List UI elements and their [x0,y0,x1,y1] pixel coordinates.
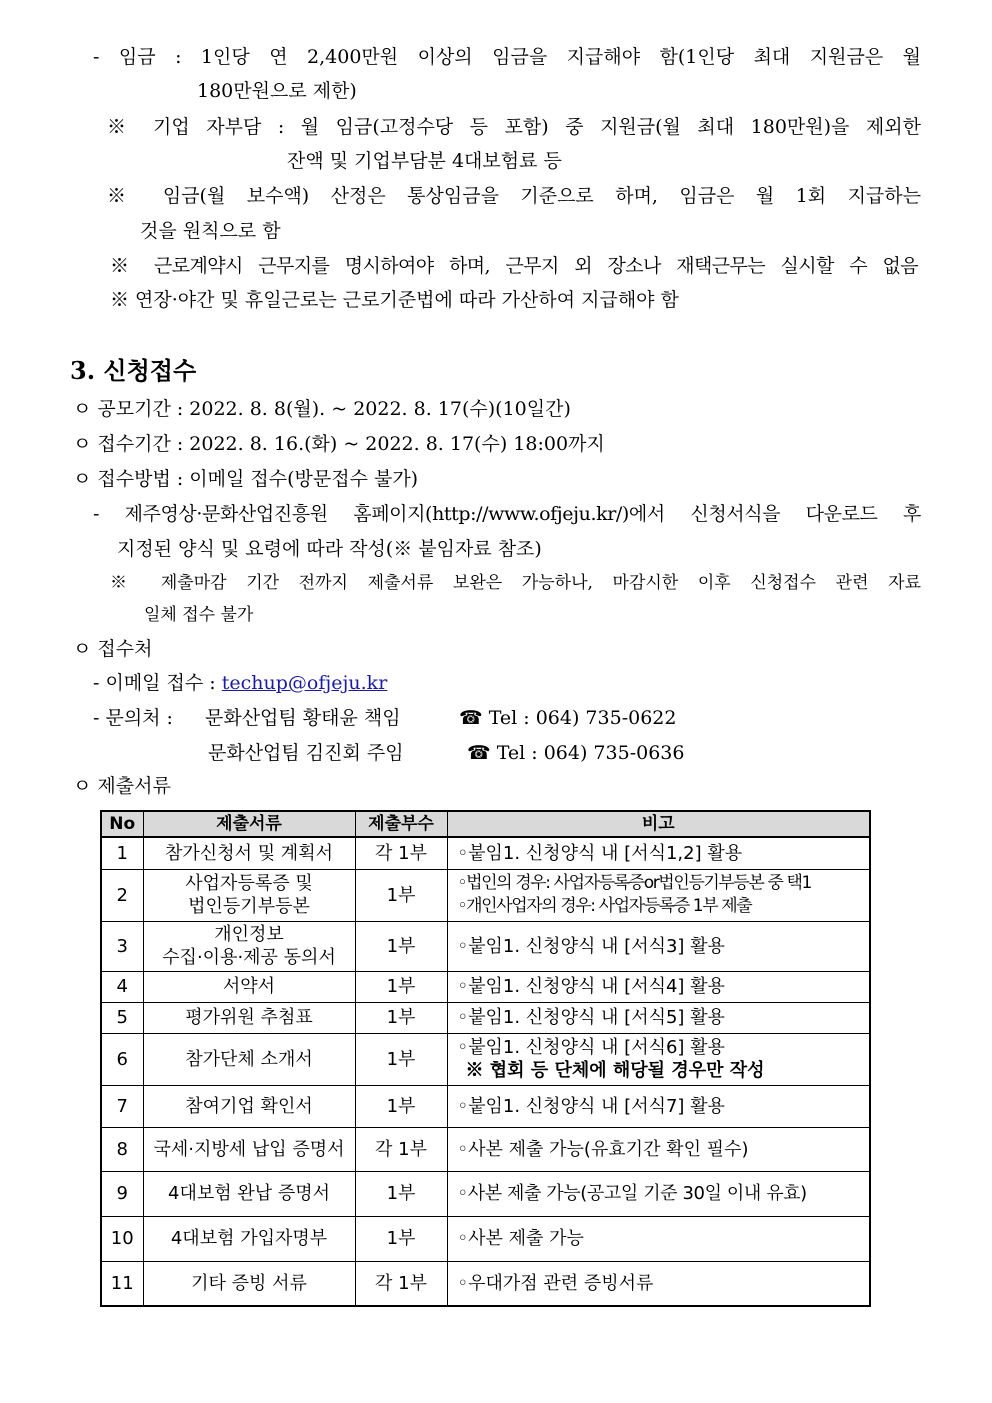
cell-note: ◦붙임1. 신청양식 내 [서식5] 활용 [447,1002,870,1033]
cell-note [447,1033,870,1085]
method-sub-2: 지정된 양식 및 요령에 따라 작성(※ 붙임자료 참조) [117,538,542,560]
cell-document [143,869,355,921]
cell-note: ◦붙임1. 신청양식 내 [서식3] 활용 [447,921,870,971]
table-row [101,1002,870,1033]
tel-2: ☎ Tel : 064) 735-0636 [467,742,685,764]
cell-note: ◦우대가점 관련 증빙서류 [447,1261,870,1306]
email-label: - 이메일 접수 : [93,672,222,694]
cell-document: 4대보험 가입자명부 [143,1216,355,1261]
cell-no: 11 [101,1261,143,1306]
cell-note-line: ◦법인의 경우: 사업자등록증or법인등기부등본 중 택1 [457,873,811,893]
cell-note: ◦사본 제출 가능 [447,1216,870,1261]
documents-table [100,810,871,1307]
cell-document-line: 사업자등록증 및 [185,873,313,894]
header-no: No [101,811,143,837]
header-document: 제출서류 [143,811,355,837]
header-copies: 제출부수 [355,811,447,837]
table-header-row [101,811,870,837]
burden-line-1: ※ 기업 자부담 : 월 임금(고정수당 등 포함) 중 지원금(월 최대 180만원)을 제외한 [107,116,921,138]
cell-no: 10 [101,1216,143,1261]
burden-line-2: 잔액 및 기업부담분 4대보험료 등 [287,150,562,172]
cell-no: 4 [101,971,143,1002]
table-row [101,1085,870,1127]
cell-note [447,869,870,921]
cell-copies: 1부 [355,1085,447,1127]
cell-document: 기타 증빙 서류 [143,1261,355,1306]
email-link[interactable]: techup@ofjeju.kr [221,672,388,694]
wagecalc-line-2: 것을 원칙으로 함 [140,220,281,242]
method-note-1: ※ 제출마감 기간 전까지 제출서류 보완은 가능하나, 마감시한 이후 신청접수 관련 자료 [110,573,921,593]
cell-copies: 1부 [355,1002,447,1033]
cell-note: ◦붙임1. 신청양식 내 [서식4] 활용 [447,971,870,1002]
cell-document [143,921,355,971]
method-note-2: 일체 접수 불가 [144,605,254,625]
cell-no: 6 [101,1033,143,1085]
table-row [101,1033,870,1085]
cell-note-emphasis: ※ 협회 등 단체에 해당될 경우만 작성 [465,1060,765,1081]
cell-document-line: 개인정보 [214,924,284,945]
cell-no: 3 [101,921,143,971]
email-row [93,670,387,696]
cell-note: ◦붙임1. 신청양식 내 [서식7] 활용 [447,1085,870,1127]
header-note: 비고 [447,811,870,837]
table-row [101,837,870,869]
cell-note-line: ◦개인사업자의 경우: 사업자등록증 1부 제출 [457,896,752,916]
cell-note: ◦사본 제출 가능(공고일 기준 30일 이내 유효) [447,1171,870,1216]
contact-label: - 문의처 : [93,707,173,729]
table-row [101,1216,870,1261]
contact-1: 문화산업팀 황태윤 책임 [205,707,401,729]
cell-document: 참가신청서 및 계획서 [143,837,355,869]
cell-no: 2 [101,869,143,921]
cell-copies: 1부 [355,971,447,1002]
contract-line: ※ 근로계약시 근무지를 명시하여야 하며, 근무지 외 장소나 재택근무는 실시할 수 없음 [110,255,918,277]
cell-document: 4대보험 완납 증명서 [143,1171,355,1216]
cell-document-line: 법인등기부등본 [188,896,310,917]
table-row [101,1261,870,1306]
table-row [101,1171,870,1216]
cell-document: 국세·지방세 납입 증명서 [143,1127,355,1171]
cell-copies: 1부 [355,1033,447,1085]
wagecalc-line-1: ※ 임금(월 보수액) 산정은 통상임금을 기준으로 하며, 임금은 월 1회 지급하는 [107,185,921,207]
cell-no: 8 [101,1127,143,1171]
receipt-method: ㅇ 접수방법 : 이메일 접수(방문접수 불가) [73,468,419,490]
cell-no: 5 [101,1002,143,1033]
cell-copies: 1부 [355,1171,447,1216]
cell-note-line: ◦붙임1. 신청양식 내 [서식6] 활용 [457,1037,725,1058]
overtime-line: ※ 연장·야간 및 휴일근로는 근로기준법에 따라 가산하여 지급해야 함 [110,289,679,311]
method-sub-1: - 제주영상·문화산업진흥원 홈페이지(http://www.ofjeju.kr/)에서 신청서식을 다운로드 후 [93,503,921,525]
tel-1: ☎ Tel : 064) 735-0622 [459,707,677,729]
cell-copies: 각 1부 [355,1261,447,1306]
cell-no: 1 [101,837,143,869]
cell-copies: 각 1부 [355,837,447,869]
table-row [101,869,870,921]
cell-copies: 1부 [355,869,447,921]
cell-note: ◦붙임1. 신청양식 내 [서식1,2] 활용 [447,837,870,869]
contact-2: 문화산업팀 김진회 주임 [208,742,404,764]
section-title: 3. 신청접수 [70,356,197,385]
table-row [101,1127,870,1171]
cell-copies: 1부 [355,921,447,971]
cell-document: 참여기업 확인서 [143,1085,355,1127]
receipt-period: ㅇ 접수기간 : 2022. 8. 16.(화) ~ 2022. 8. 17(수) 18:00까지 [73,433,605,455]
cell-document: 서약서 [143,971,355,1002]
cell-note: ◦사본 제출 가능(유효기간 확인 필수) [447,1127,870,1171]
wage-line-2: 180만원으로 제한) [197,80,357,102]
cell-copies: 각 1부 [355,1127,447,1171]
submission-documents-heading: ㅇ 제출서류 [73,775,171,797]
cell-no: 9 [101,1171,143,1216]
table-row [101,971,870,1002]
wage-line-1: - 임금 : 1인당 연 2,400만원 이상의 임금을 지급해야 함(1인당 최대 지원금은 월 [93,46,921,68]
cell-no: 7 [101,1085,143,1127]
receipt-destination: ㅇ 접수처 [73,638,153,660]
cell-document-line: 수집·이용·제공 동의서 [162,947,336,968]
application-period: ㅇ 공모기간 : 2022. 8. 8(월). ~ 2022. 8. 17(수)(10일간) [73,398,571,420]
table-row [101,921,870,971]
cell-copies: 1부 [355,1216,447,1261]
cell-document: 평가위원 추첨표 [143,1002,355,1033]
cell-document: 참가단체 소개서 [143,1033,355,1085]
